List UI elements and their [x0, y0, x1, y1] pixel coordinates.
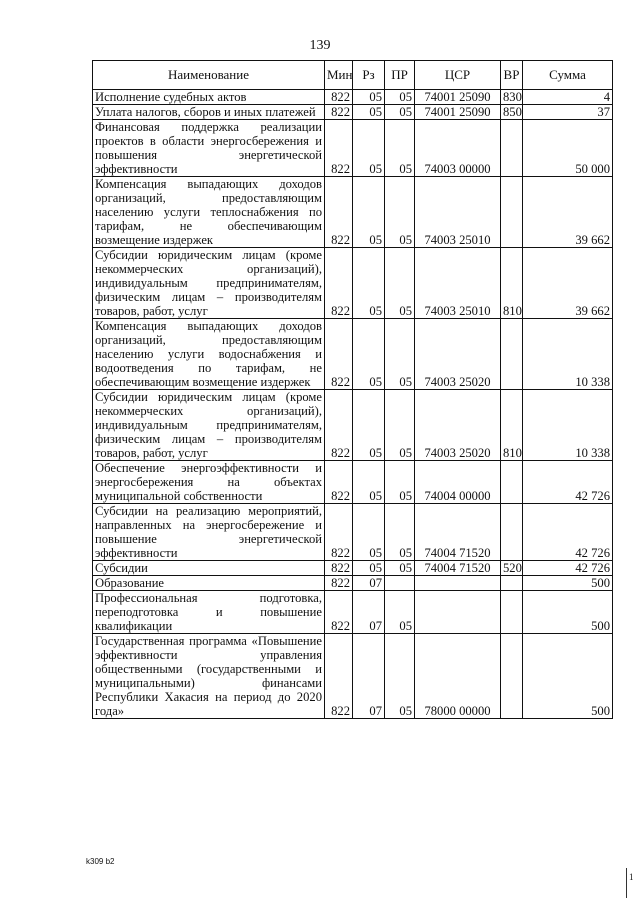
cell-rz: 05 — [353, 504, 385, 561]
cell-csr: 74003 25010 — [415, 248, 501, 319]
cell-rz: 05 — [353, 248, 385, 319]
cell-sum: 39 662 — [523, 248, 613, 319]
cell-csr: 74003 25020 — [415, 390, 501, 461]
footer-code: k309 b2 — [86, 857, 115, 866]
cell-pr: 05 — [385, 177, 415, 248]
cell-sum: 42 726 — [523, 561, 613, 576]
cell-vr — [501, 576, 523, 591]
page-edge-text: 1 — [629, 872, 634, 882]
cell-name: Субсидии на реализацию мероприятий, направленных на энергосбережение и повышение энергетической эффективности — [93, 504, 325, 561]
header-pr: ПР — [385, 61, 415, 90]
table-row — [93, 504, 613, 561]
cell-min: 822 — [325, 105, 353, 120]
header-vr: ВР — [501, 61, 523, 90]
cell-name: Компенсация выпадающих доходов организаций, предоставляющим населению услуги теплоснабжения по тарифам, не обеспечивающим возмещение издержек — [93, 177, 325, 248]
cell-sum: 42 726 — [523, 461, 613, 504]
cell-pr — [385, 576, 415, 591]
cell-pr: 05 — [385, 105, 415, 120]
cell-pr: 05 — [385, 591, 415, 634]
cell-vr — [501, 634, 523, 719]
cell-csr: 74001 25090 — [415, 90, 501, 105]
cell-vr — [501, 461, 523, 504]
cell-pr: 05 — [385, 319, 415, 390]
table-row — [93, 319, 613, 390]
cell-csr: 74001 25090 — [415, 105, 501, 120]
cell-name: Государственная программа «Повышение эффективности управления общественными (государственными и муниципальными) финансами Республики Хакасия на период до 2020 года» — [93, 634, 325, 719]
cell-csr: 74004 00000 — [415, 461, 501, 504]
cell-rz: 07 — [353, 591, 385, 634]
cell-min: 822 — [325, 561, 353, 576]
cell-name: Профессиональная подготовка, переподготовка и повышение квалификации — [93, 591, 325, 634]
cell-min: 822 — [325, 120, 353, 177]
table-row — [93, 90, 613, 105]
cell-name: Финансовая поддержка реализации проектов в области энергосбережения и повышения энергетической эффективности — [93, 120, 325, 177]
header-min: Мин — [325, 61, 353, 90]
cell-rz: 05 — [353, 90, 385, 105]
table-row — [93, 576, 613, 591]
header-rz: Рз — [353, 61, 385, 90]
table-row — [93, 461, 613, 504]
cell-pr: 05 — [385, 120, 415, 177]
cell-min: 822 — [325, 177, 353, 248]
header-name: Наименование — [93, 61, 325, 90]
table-row — [93, 120, 613, 177]
cell-rz: 05 — [353, 461, 385, 504]
budget-table — [92, 60, 613, 719]
cell-min: 822 — [325, 248, 353, 319]
cell-min: 822 — [325, 504, 353, 561]
cell-name: Исполнение судебных актов — [93, 90, 325, 105]
cell-min: 822 — [325, 576, 353, 591]
cell-vr — [501, 504, 523, 561]
table-row — [93, 561, 613, 576]
table-header-row — [93, 61, 613, 90]
cell-pr: 05 — [385, 461, 415, 504]
cell-vr: 810 — [501, 248, 523, 319]
cell-sum: 50 000 — [523, 120, 613, 177]
cell-rz: 05 — [353, 561, 385, 576]
cell-vr — [501, 120, 523, 177]
cell-pr: 05 — [385, 634, 415, 719]
table-row — [93, 591, 613, 634]
table-row — [93, 177, 613, 248]
cell-vr — [501, 319, 523, 390]
cell-sum: 500 — [523, 634, 613, 719]
cell-sum: 500 — [523, 591, 613, 634]
header-sum: Сумма — [523, 61, 613, 90]
cell-sum: 500 — [523, 576, 613, 591]
table-row — [93, 634, 613, 719]
cell-sum: 4 — [523, 90, 613, 105]
cell-name: Субсидии — [93, 561, 325, 576]
cell-name: Уплата налогов, сборов и иных платежей — [93, 105, 325, 120]
cell-csr — [415, 591, 501, 634]
table-row — [93, 390, 613, 461]
cell-csr: 74003 25020 — [415, 319, 501, 390]
cell-pr: 05 — [385, 248, 415, 319]
page-number: 139 — [309, 38, 331, 53]
cell-vr — [501, 177, 523, 248]
cell-min: 822 — [325, 634, 353, 719]
header-csr: ЦСР — [415, 61, 501, 90]
cell-csr: 74004 71520 — [415, 561, 501, 576]
table-row — [93, 105, 613, 120]
table-row — [93, 248, 613, 319]
cell-sum: 42 726 — [523, 504, 613, 561]
cell-csr: 78000 00000 — [415, 634, 501, 719]
page-edge-mark — [626, 868, 627, 898]
cell-vr: 520 — [501, 561, 523, 576]
cell-vr: 810 — [501, 390, 523, 461]
cell-csr: 74003 25010 — [415, 177, 501, 248]
cell-name: Образование — [93, 576, 325, 591]
cell-min: 822 — [325, 591, 353, 634]
cell-sum: 37 — [523, 105, 613, 120]
cell-name: Субсидии юридическим лицам (кроме некоммерческих организаций), индивидуальным предпринимателям, физическим лицам – производителям товаров, работ, услуг — [93, 248, 325, 319]
cell-vr: 850 — [501, 105, 523, 120]
cell-min: 822 — [325, 390, 353, 461]
cell-rz: 07 — [353, 576, 385, 591]
cell-sum: 10 338 — [523, 390, 613, 461]
cell-csr: 74004 71520 — [415, 504, 501, 561]
cell-name: Субсидии юридическим лицам (кроме некоммерческих организаций), индивидуальным предпринимателям, физическим лицам – производителям товаров, работ, услуг — [93, 390, 325, 461]
cell-name: Компенсация выпадающих доходов организаций, предоставляющим населению услуги водоснабжения и водоотведения по тарифам, не обеспечивающим возмещение издержек — [93, 319, 325, 390]
cell-rz: 05 — [353, 120, 385, 177]
cell-name: Обеспечение энергоэффективности и энергосбережения на объектах муниципальной собственности — [93, 461, 325, 504]
cell-min: 822 — [325, 90, 353, 105]
cell-rz: 07 — [353, 634, 385, 719]
cell-pr: 05 — [385, 561, 415, 576]
cell-csr — [415, 576, 501, 591]
cell-pr: 05 — [385, 504, 415, 561]
cell-pr: 05 — [385, 90, 415, 105]
cell-min: 822 — [325, 461, 353, 504]
cell-rz: 05 — [353, 105, 385, 120]
cell-rz: 05 — [353, 319, 385, 390]
cell-vr — [501, 591, 523, 634]
cell-sum: 10 338 — [523, 319, 613, 390]
cell-sum: 39 662 — [523, 177, 613, 248]
cell-min: 822 — [325, 319, 353, 390]
cell-rz: 05 — [353, 390, 385, 461]
cell-rz: 05 — [353, 177, 385, 248]
cell-vr: 830 — [501, 90, 523, 105]
cell-pr: 05 — [385, 390, 415, 461]
cell-csr: 74003 00000 — [415, 120, 501, 177]
